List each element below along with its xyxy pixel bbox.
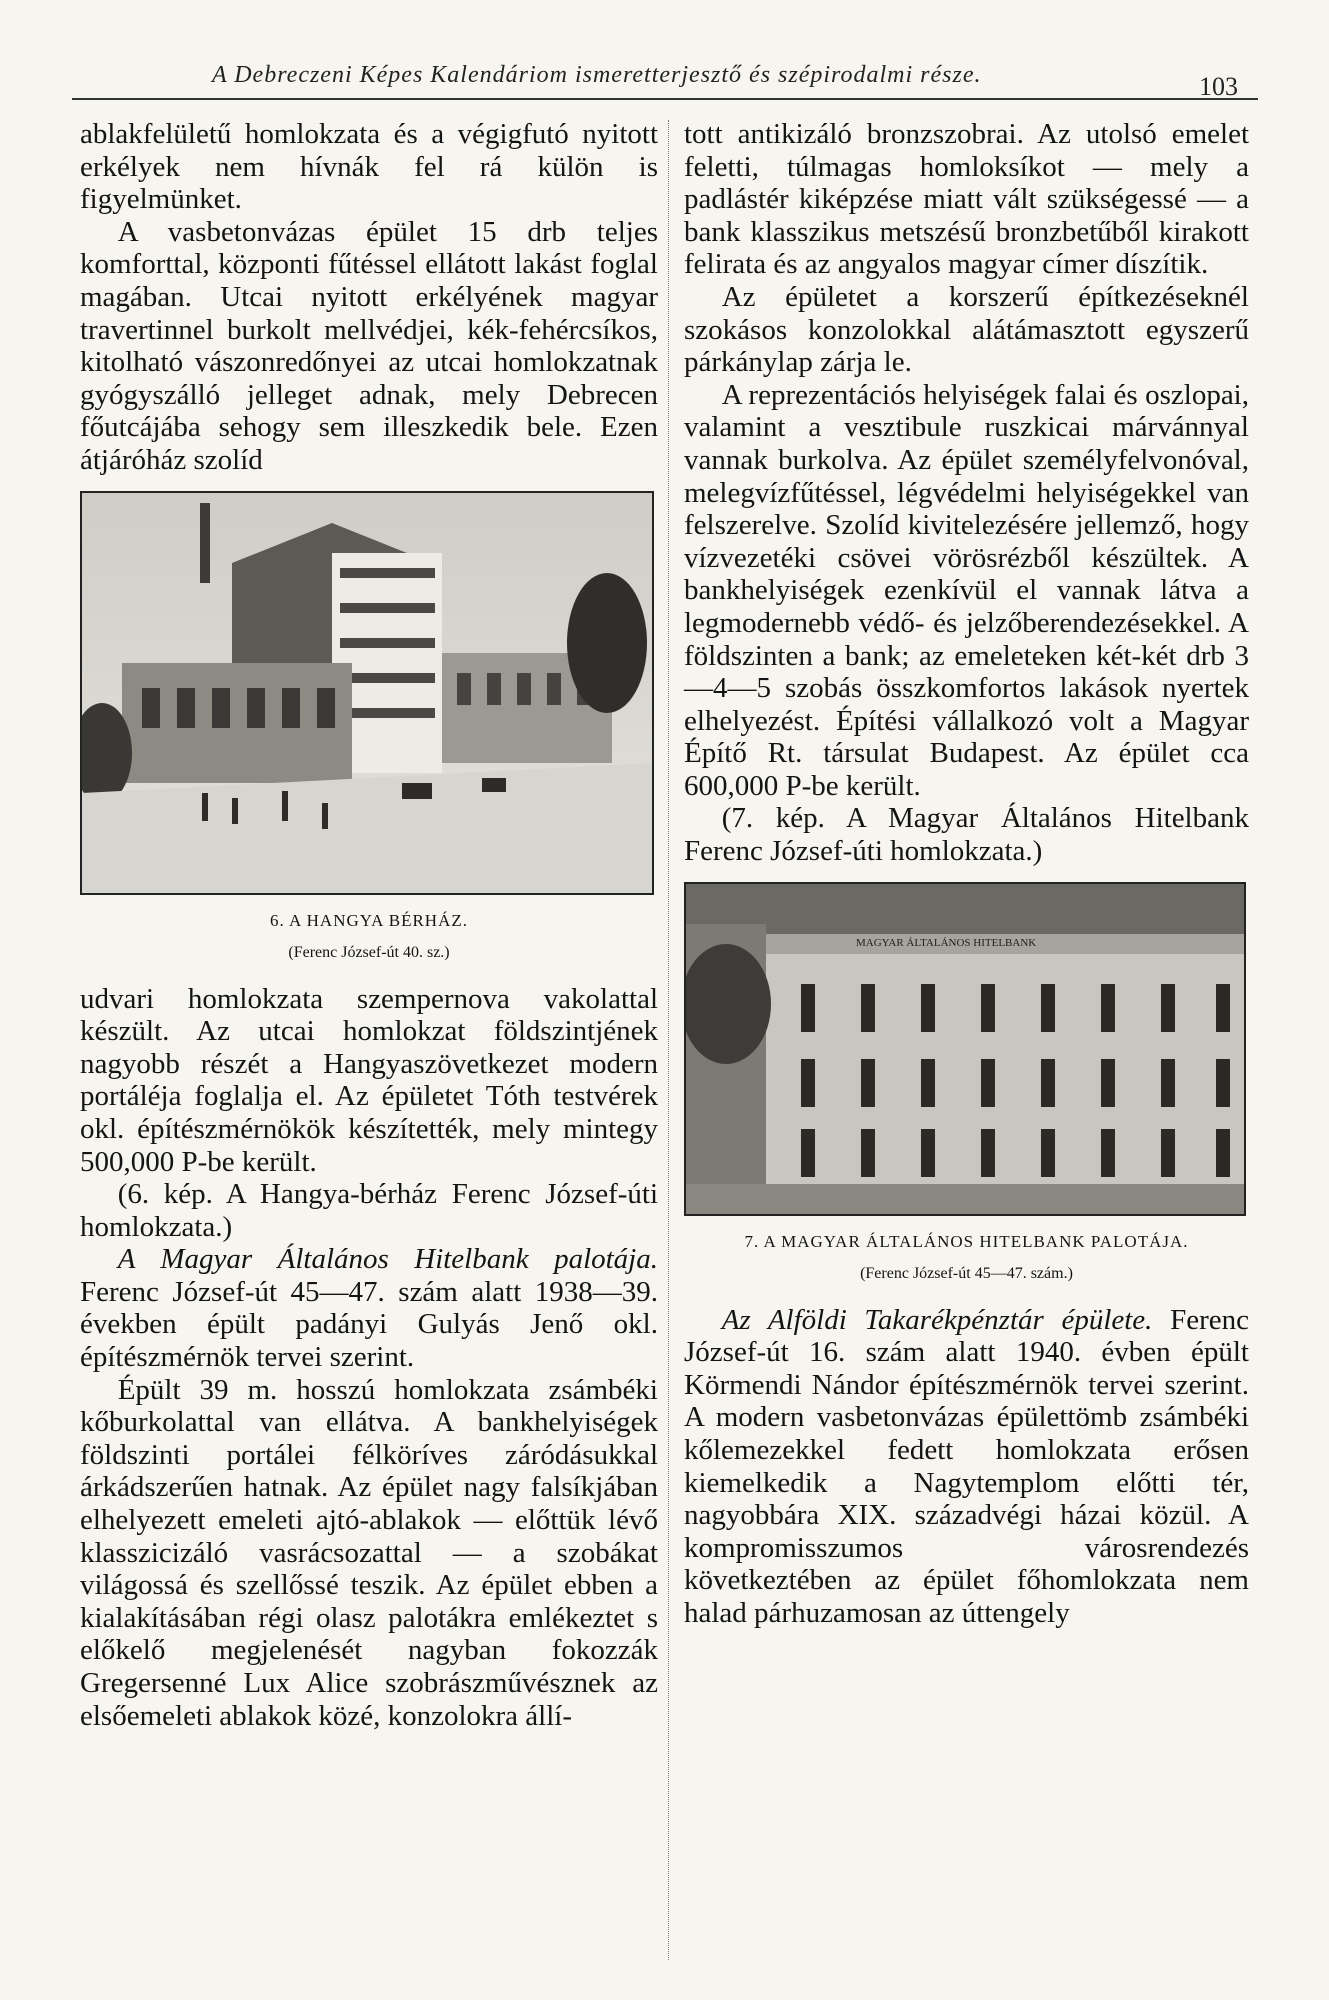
left-column	[80, 118, 658, 1968]
page-number: 103	[1199, 72, 1238, 101]
figure-6-subcaption: (Ferenc József-út 40. sz.)	[288, 943, 450, 961]
header-rule	[72, 98, 1258, 100]
right-paragraph-2: Az épületet a korszerű építkezéseknél szokásos konzolokkal alátámasztott egyszerű párkánylap zárja le.	[684, 280, 1249, 379]
left-paragraph-6: Épült 39 m. hosszú homlokzata zsámbéki kőburkolattal van ellátva. A bankhelyiségek földszinti portálei félköríves záródásukkal árkádszerűen hatnak. Az épület nagy falsíkjában elhelyezett emeleti ajtó-ablakok — előttük lévő klasszicizáló vasrácsozattal — a szobákat világossá és szellőssé teszik. Az épület ebben a kialakításában régi olasz palotákra emlékeztet s előkelő megjelenését nagyban fokozzák Gregersenné Lux Alice szobrászművésznek az elsőemeleti ablakok közé, konzolokra állí-	[80, 1373, 658, 1732]
running-title: A Debreczeni Képes Kalendáriom ismeretterjesztő és szépirodalmi része.	[212, 62, 982, 88]
right-paragraph-3: A reprezentációs helyiségek falai és oszlopai, valamint a vesztibule ruszkicai márvánnyal vannak burkolva. Az épület személyfelvonóval, melegvízfűtéssel, légvédelmi helyiségekkel van felszerelve. Szolíd kivitelezésére jellemző, hogy vízvezetéki csövei vörösrézből készültek. A bankhelyiségek ezenkívül el vannak látva a legmodernebb védő- és jelzőberendezésekkel. A földszinten a bank; az emeleteken két-két drb 3—4—5 szobás összkomfortos lakások nyertek elhelyezést. Építési vállalkozó volt a Magyar Építő Rt. társulat Budapest. Az épület cca 600,000 P-be került.	[684, 378, 1249, 802]
right-paragraph-5-text: Ferenc József-út 16. szám alatt 1940. évben épült Körmendi Nándor építészmérnök tervei szerint. A modern vasbetonvázas épülettömb zsámbéki kőlemezekkel fedett homlokzata erősen kiemelkedik a Nagytemplom előtti tér, nagyobbára XIX. századvégi házai közül. A kompromisszumos városrendezés következtében az épület főhomlokzata nem halad párhuzamosan az úttengely	[684, 1303, 1249, 1629]
right-paragraph-4: (7. kép. A Magyar Általános Hitelbank Ferenc József-úti homlokzata.)	[684, 802, 1249, 868]
right-paragraph-1: tott antikizáló bronzszobrai. Az utolsó emelet feletti, túlmagas homloksíkot — mely a padlástér kiképzése miatt vált szükségessé — a bank klasszikus metszésű bronzbetűből kirakott felirata és az angyalos magyar címer díszítik.	[684, 118, 1249, 281]
section-title-hitelbank: A Magyar Általános Hitelbank palotája.	[117, 1243, 658, 1276]
photo-hangya-berhaz	[80, 491, 654, 895]
right-column	[684, 118, 1249, 1968]
bank-sign-text: MAGYAR ÁLTALÁNOS HITELBANK	[856, 936, 1037, 949]
left-paragraph-4: (6. kép. A Hangya-bérház Ferenc József-úti homlokzata.)	[80, 1178, 658, 1243]
photo-hitelbank-palota	[684, 882, 1246, 1216]
left-paragraph-3: udvari homlokzata szempernova vakolattal készült. Az utcai homlokzat földszintjének nagyobb részét a Hangyaszövetkezet modern portáléja foglalja el. Az épületet Tóth testvérek okl. építészmérnökök készítették, mely mintegy 500,000 P-be került.	[80, 982, 658, 1178]
left-paragraph-1: ablakfelületű homlokzata és a végigfutó nyitott erkélyek nem hívnák fel rá külön is figyelmünket.	[80, 118, 658, 216]
figure-6-caption: 6. A HANGYA BÉRHÁZ.	[270, 910, 468, 930]
right-paragraph-5	[684, 1304, 1249, 1630]
left-paragraph-2: A vasbetonvázas épület 15 drb teljes komforttal, központi fűtéssel ellátott lakást foglal magában. Utcai nyitott erkélyének magyar travertinnel burkolt mellvédjei, kék-fehércsíkos, kitolható vászonredőnyei az utcai homlokzatnak gyógyszálló jelleget adnak, mely Debrecen főutcájába sehogy sem illeszkedik bele. Ezen átjáróház szolíd	[80, 215, 658, 476]
page-header	[72, 50, 1258, 100]
figure-6	[80, 491, 658, 965]
left-paragraph-5	[80, 1243, 658, 1373]
photo-hitelbank-palota-image	[686, 884, 1244, 1214]
left-paragraph-5-text: Ferenc József-út 45—47. szám alatt 1938—39. években épült padányi Gulyás Jenő okl. építészmérnök tervei szerint.	[80, 1275, 658, 1374]
column-divider	[668, 120, 669, 1960]
photo-hangya-berhaz-image	[82, 493, 652, 893]
figure-7	[684, 882, 1249, 1286]
figure-7-subcaption: (Ferenc József-út 45—47. szám.)	[860, 1264, 1073, 1282]
figure-7-caption: 7. A MAGYAR ÁLTALÁNOS HITELBANK PALOTÁJA.	[744, 1231, 1189, 1251]
section-title-takarekpenztar: Az Alföldi Takarékpénztár épülete.	[721, 1303, 1153, 1336]
